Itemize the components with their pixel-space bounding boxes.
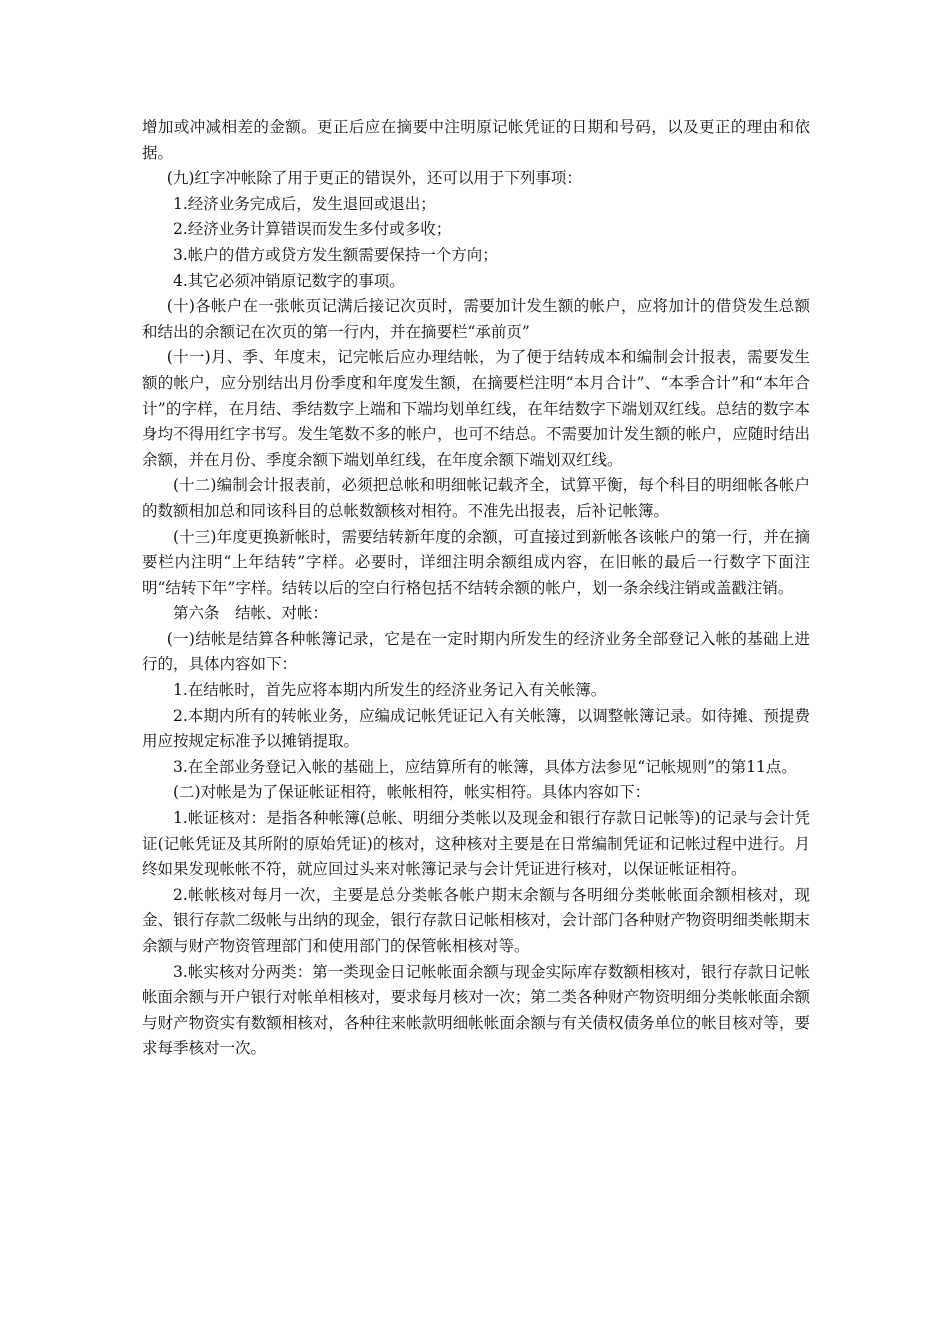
document-page <box>142 115 810 1062</box>
paragraph-item-9: (九)红字冲帐除了用于更正的错误外，还可以用于下列事项： <box>166 169 582 188</box>
list-item: 2.帐帐核对每月一次，主要是总分类帐各帐户期末余额与各明细分类帐帐面余额相核对，现金、银行存款二级帐与出纳的现金，银行存款日记帐相核对，会计部门各种财产物资明细类帐期末余额与财产物资管理部门和使用部门的保管帐相核对等。 <box>142 885 810 955</box>
paragraph-item-10: (十)各帐户在一张帐页记满后接记次页时，需要加计发生额的帐户，应将加计的借贷发生总额和结出的余额记在次页的第一行内，并在摘要栏“承前页” <box>142 297 810 341</box>
list-item: 3.帐户的借方或贷方发生额需要保持一个方向； <box>173 245 498 264</box>
list-item: 2.本期内所有的转帐业务，应编成记帐凭证记入有关帐簿，以调整帐簿记录。如待摊、预提费用应按规定标准予以摊销提取。 <box>142 706 810 751</box>
paragraph-item-13: (十三)年度更换新帐时，需要结转新年度的余额，可直接过到新帐各该帐户的第一行，并在摘要栏内注明“上年结转”字样。必要时，详细注明余额组成内容，在旧帐的最后一行数字下面注明“结转下年”字样。结转以后的空白行格包括不结转余额的帐户，划一条余线注销或盖戳注销。 <box>142 527 810 597</box>
list-item: 1.在结帐时，首先应将本期内所发生的经济业务记入有关帐簿。 <box>173 681 607 700</box>
list-item: 2.经济业务计算错误而发生多付或多收； <box>173 220 452 239</box>
article-6-heading: 第六条 结帐、对帐： <box>173 604 329 623</box>
paragraph-item-11: (十一)月、季、年度末，记完帐后应办理结帐，为了便于结转成本和编制会计报表，需要发生额的帐户，应分别结出月份季度和年度发生额，在摘要栏注明“本月合计”、“本季合计”和“本年合计”的字样，在月结、季结数字上端和下端均划单红线，在年结数字下端划双红线。总结的数字本身均不得用红字书写。发生笔数不多的帐户，也可不结总。不需要加计发生额的帐户，应随时结出余额，并在月份、季度余额下端划单红线，在年度余额下端划双红线。 <box>142 348 810 469</box>
list-item: 1.经济业务完成后，发生退回或退出； <box>173 194 436 213</box>
list-item: 1.帐证核对：是指各种帐簿(总帐、明细分类帐以及现金和银行存款日记帐等)的记录与会计凭证(记帐凭证及其所附的原始凭证)的核对，这种核对主要是在日常编制凭证和记帐过程中进行。月终如果发现帐帐不符，就应回过头来对帐簿记录与会计凭证进行核对，以保证帐证相符。 <box>142 809 810 879</box>
paragraph-item-12: (十二)编制会计报表前，必须把总帐和明细帐记载齐全，试算平衡，每个科目的明细帐各帐户的数额相加总和同该科目的总帐数额核对相符。不准先出报表，后补记帐簿。 <box>142 476 810 520</box>
list-item: 3.帐实核对分两类：第一类现金日记帐帐面余额与现金实际库存数额相核对，银行存款日记帐帐面余额与开户银行对帐单相核对，要求每月核对一次；第二类各种财产物资明细分类帐帐面余额与财产物资实有数额相核对，各种往来帐款明细帐帐面余额与有关债权债务单位的帐目核对等，要求每季核对一次。 <box>142 962 810 1058</box>
list-item: 4.其它必须冲销原记数字的事项。 <box>173 271 405 290</box>
paragraph-reconciliation: (二)对帐是为了保证帐证相符，帐帐相符，帐实相符。具体内容如下： <box>173 783 651 802</box>
list-item: 3.在全部业务登记入帐的基础上，应结算所有的帐簿，具体方法参见“记帐规则”的第11点。 <box>173 757 797 776</box>
paragraph-closing-accounts: (一)结帐是结算各种帐簿记录，它是在一定时期内所发生的经济业务全部登记入帐的基础上进行的，具体内容如下： <box>142 629 810 674</box>
paragraph-continuation: 增加或冲减相差的金额。更正后应在摘要中注明原记帐凭证的日期和号码，以及更正的理由和依据。 <box>142 118 810 162</box>
